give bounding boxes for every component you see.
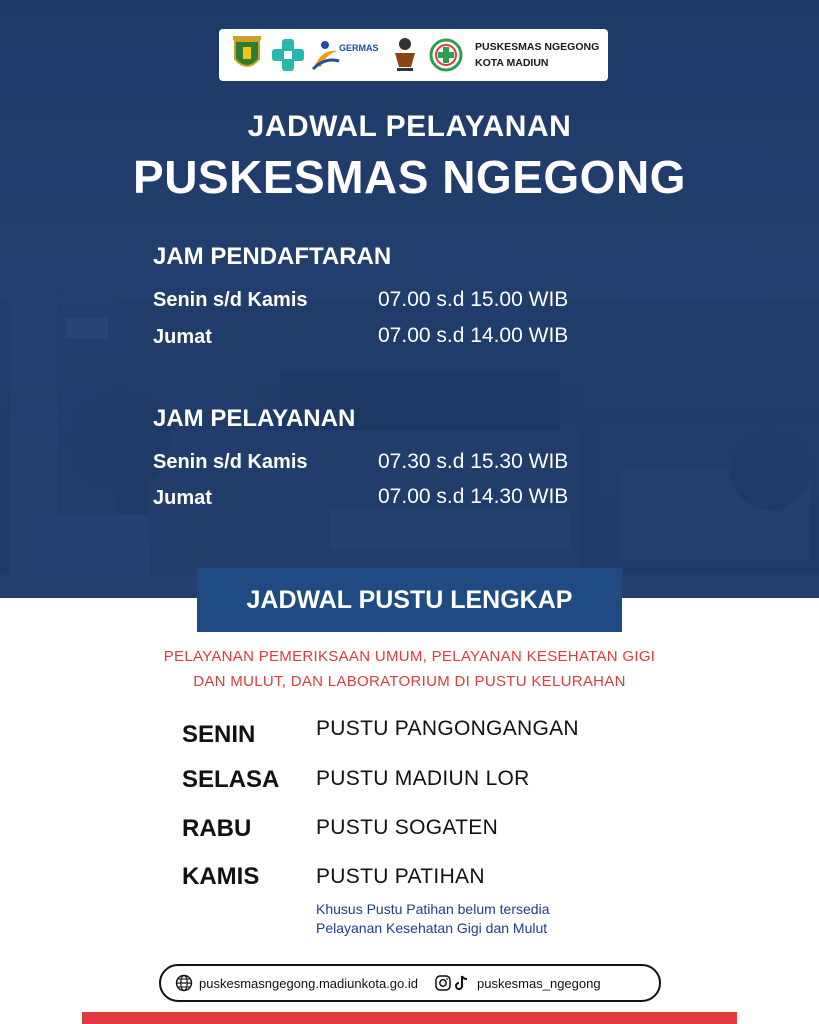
pendaftaran-time-2: 07.00 s.d 14.00 WIB (378, 324, 569, 347)
pendaftaran-day-2: Jumat (153, 326, 212, 348)
germas-logo-icon (311, 35, 383, 75)
pelayanan-time-2: 07.00 s.d 14.30 WIB (378, 485, 569, 508)
org-line2: KOTA MADIUN (475, 57, 549, 69)
org-line1: PUSKESMAS NGEGONG (475, 41, 600, 53)
pustu-note-line2: Pelayanan Kesehatan Gigi dan Mulut (316, 920, 548, 936)
tiktok-icon (453, 974, 471, 992)
pustu-location-kamis: PUSTU PATIHAN (316, 865, 485, 888)
org-name (475, 39, 599, 71)
kemenkes-logo-icon (270, 35, 306, 75)
pelayanan-heading: JAM PELAYANAN (153, 405, 356, 432)
pustu-location-selasa: PUSTU MADIUN LOR (316, 767, 530, 790)
footer-red-bar (82, 1012, 737, 1024)
pendaftaran-heading: JAM PENDAFTARAN (153, 243, 392, 270)
website-link[interactable]: puskesmasngegong.madiunkota.go.id (199, 975, 418, 991)
instagram-icon (434, 974, 452, 992)
pendaftaran-day-1: Senin s/d Kamis (153, 289, 308, 311)
pustu-day-senin: SENIN (182, 721, 256, 748)
pustu-day-kamis: KAMIS (182, 863, 260, 890)
puskesmas-logo-icon (428, 35, 464, 75)
pelayanan-day-2: Jumat (153, 487, 212, 509)
pustu-note-line1: Khusus Pustu Patihan belum tersedia (316, 901, 550, 917)
madiun-mascot-logo-icon (387, 35, 423, 75)
pustu-day-selasa: SELASA (182, 766, 280, 793)
pustu-day-rabu: RABU (182, 815, 252, 842)
germas-label: GERMAS (339, 43, 379, 53)
social-handle[interactable]: puskesmas_ngegong (476, 975, 601, 991)
page-subtitle: JADWAL PELAYANAN (247, 110, 572, 143)
pustu-location-senin: PUSTU PANGONGANGAN (316, 717, 579, 740)
pustu-description-line1: PELAYANAN PEMERIKSAAN UMUM, PELAYANAN KESEHATAN GIGI (163, 648, 656, 665)
pustu-banner: JADWAL PUSTU LENGKAP (197, 568, 622, 632)
logo-bar (219, 29, 608, 81)
pelayanan-time-1: 07.30 s.d 15.30 WIB (378, 450, 569, 473)
page-title: PUSKESMAS NGEGONG (133, 151, 686, 203)
footer-contact (159, 964, 661, 1002)
pendaftaran-time-1: 07.00 s.d 15.00 WIB (378, 288, 569, 311)
pustu-description-line2: DAN MULUT, DAN LABORATORIUM DI PUSTU KELURAHAN (193, 673, 626, 690)
pelayanan-day-1: Senin s/d Kamis (153, 451, 308, 473)
kota-madiun-emblem-icon (229, 35, 265, 75)
globe-icon (175, 974, 193, 992)
pustu-location-rabu: PUSTU SOGATEN (316, 816, 499, 839)
